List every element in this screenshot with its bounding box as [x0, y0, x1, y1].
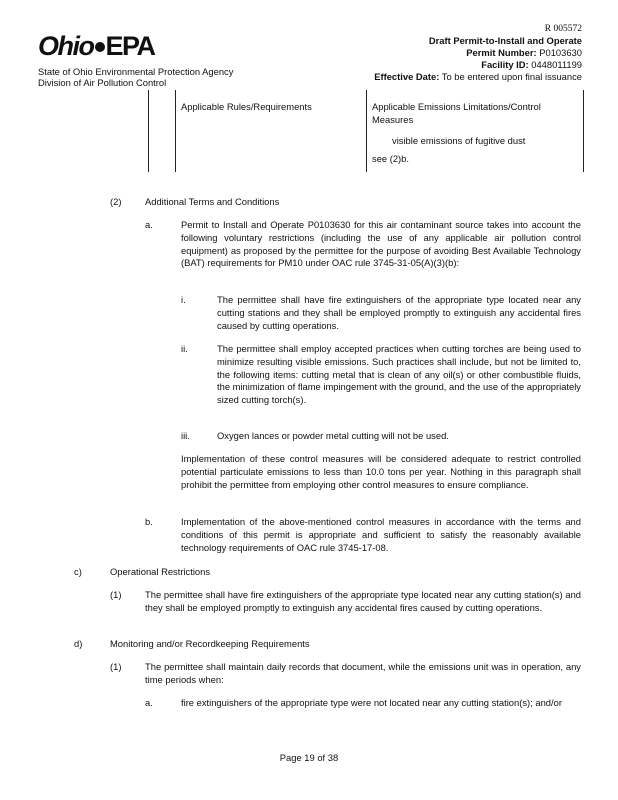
division-name: Division of Air Pollution Control — [38, 77, 167, 88]
item-iii-label: iii. — [181, 430, 190, 441]
permit-number: P0103630 — [539, 47, 582, 58]
table-border-middle — [366, 90, 367, 172]
section-d-item-a-label: a. — [145, 697, 153, 708]
implementation-paragraph: Implementation of these control measures will be considered adequate to restrict controlled potential particulate emissions to less than 10.0 tons per year. Nothing in this paragraph shall prohibit the permittee from employing other control measures to ensure compliance. — [181, 453, 581, 490]
section-d-title: Monitoring and/or Recordkeeping Requirements — [110, 638, 310, 649]
section-d-label: d) — [74, 638, 83, 649]
document-number: R 005572 — [544, 24, 582, 34]
effective-date-label: Effective Date: — [374, 71, 440, 82]
logo-dot-icon — [95, 42, 105, 52]
section-c-title: Operational Restrictions — [110, 566, 211, 577]
section-d-item-a-text: fire extinguishers of the appropriate type were not located near any cutting station(s); and/or — [181, 697, 562, 708]
table-border-left-2 — [175, 90, 176, 172]
logo-ohio-text: Ohio — [38, 31, 94, 61]
table-header-limitations: Applicable Emissions Limitations/Control Measures — [372, 101, 541, 125]
effective-date: To be entered upon final issuance — [441, 71, 582, 82]
section-d-item-1-number: (1) — [110, 661, 122, 672]
table-cell-see-2b: see (2)b. — [372, 153, 409, 164]
permit-type: Draft Permit-to-Install and Operate — [428, 35, 582, 46]
section-2-number: (2) — [110, 196, 122, 207]
section-c-item-1-text: The permittee shall have fire extinguishers of the appropriate type located near any cutting station(s) and they shall be employed promptly to extinguish any accidental fires caused by cutting operations. — [145, 589, 581, 613]
facility-id-line — [481, 59, 582, 72]
section-c-item-1-number: (1) — [110, 589, 122, 600]
section-d-item-1-text: The permittee shall maintain daily records that document, while the emissions unit was in operation, any time periods when: — [145, 661, 581, 685]
item-ii-text: The permittee shall employ accepted practices when cutting torches are being used to minimize resulting visible emissions. Such practices shall include, but not be limited to, the following items: cutting metal that is clean of any oil(s) or other combustible fluids, the minimization of flame impingement with the ground, and the use of the appropriately sized cutting torch(s). — [217, 343, 581, 406]
table-cell-visible-emissions: visible emissions of fugitive dust — [392, 135, 526, 146]
item-a-text: Permit to Install and Operate P0103630 for this air contaminant source takes into account the following voluntary restrictions (including the use of any applicable air pollution control equipment) as proposed by the permittee for the purpose of avoiding Best Available Technology (BAT) requirements for PM10 under OAC rule 3745-31-05(A)(3)(b): — [181, 219, 581, 269]
table-border-right — [583, 90, 584, 172]
item-a-label: a. — [145, 219, 153, 230]
table-header-rules: Applicable Rules/Requirements — [181, 101, 312, 112]
section-c-label: c) — [74, 566, 82, 577]
item-i-label: i. — [181, 294, 186, 305]
facility-id: 0448011199 — [531, 59, 582, 70]
logo-epa-text: EPA — [105, 31, 155, 61]
item-ii-label: ii. — [181, 343, 188, 354]
agency-name: State of Ohio Environmental Protection Agency — [38, 66, 234, 77]
ohio-epa-logo — [38, 32, 155, 60]
item-iii-text: Oxygen lances or powder metal cutting will not be used. — [217, 430, 449, 441]
facility-id-label: Facility ID: — [481, 59, 529, 70]
table-border-left-1 — [148, 90, 149, 172]
permit-number-line — [466, 47, 582, 60]
item-b-text: Implementation of the above-mentioned control measures in accordance with the terms and conditions of this permit is appropriate and sufficient to satisfy the reasonably available technology requirements of OAC rule 3745-17-08. — [181, 516, 581, 553]
section-2-title: Additional Terms and Conditions — [145, 196, 280, 207]
item-b-label: b. — [145, 516, 153, 527]
permit-number-label: Permit Number: — [466, 47, 537, 58]
item-i-text: The permittee shall have fire extinguishers of the appropriate type located near any cutting stations and they shall be employed promptly to extinguish any accidental fires caused by cutting operations. — [217, 294, 581, 331]
effective-date-line — [374, 71, 582, 84]
page-number: Page 19 of 38 — [279, 752, 339, 763]
